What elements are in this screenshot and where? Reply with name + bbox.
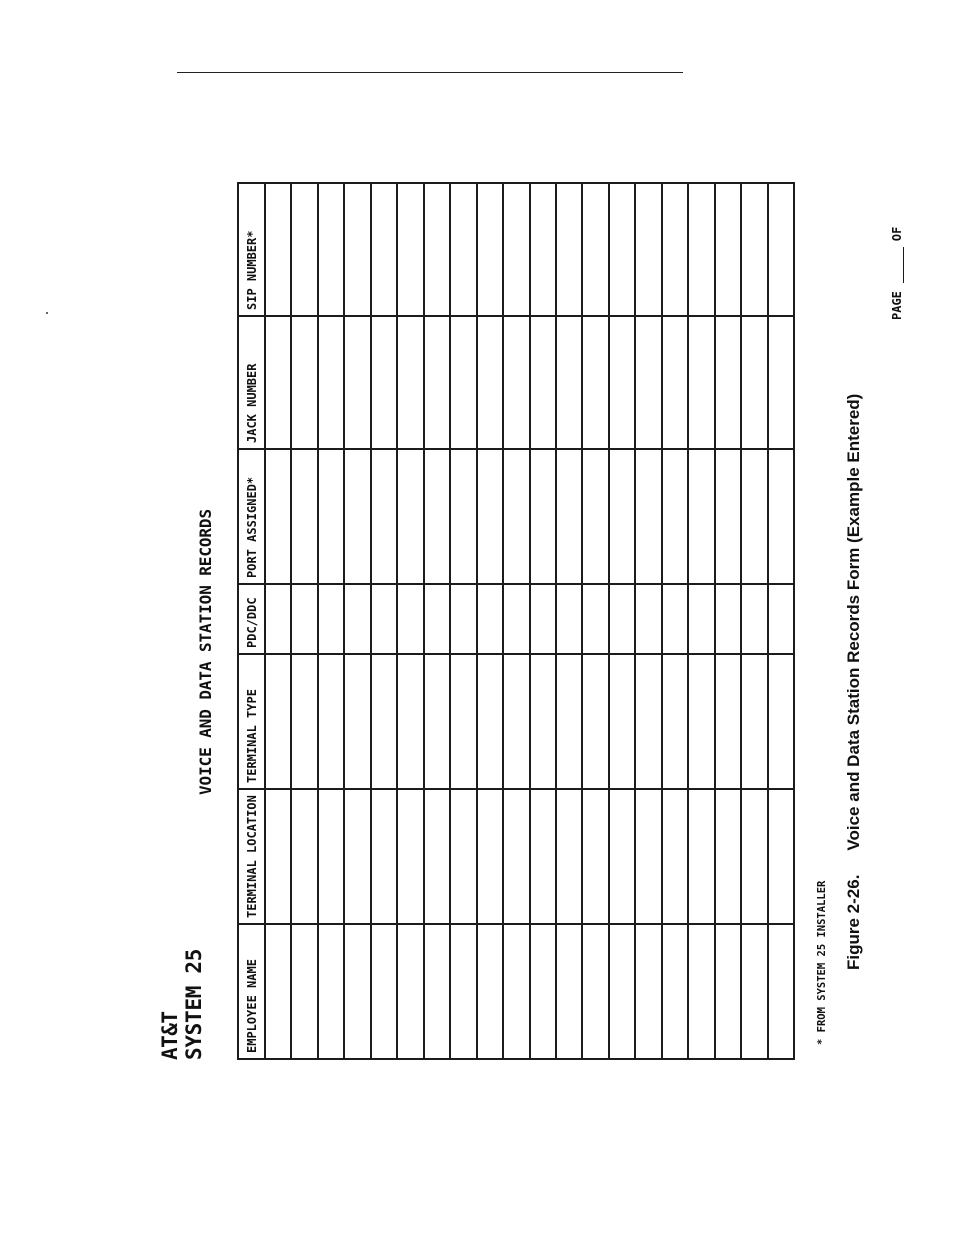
system-name: SYSTEM 25	[182, 948, 206, 1060]
table-cell	[689, 184, 713, 315]
table-cell	[716, 790, 740, 923]
table-cell	[663, 655, 687, 788]
table-cell	[398, 317, 422, 448]
table-cell	[266, 925, 290, 1058]
column-header-pdc-ddc: PDC/DDC	[239, 585, 264, 653]
table-cell	[610, 317, 634, 448]
table-cell	[716, 317, 740, 448]
table-cell	[398, 450, 422, 583]
table-cell	[504, 585, 528, 653]
table-cell	[292, 184, 316, 315]
table-cell	[319, 585, 343, 653]
table-cell	[292, 790, 316, 923]
table-cell	[425, 317, 449, 448]
table-cell	[610, 925, 634, 1058]
table-cell	[769, 317, 793, 448]
table-cell	[716, 184, 740, 315]
page-label: PAGE	[890, 291, 904, 320]
table-cell	[451, 585, 475, 653]
table-cell	[636, 184, 660, 315]
column-header-sip-number: SIP NUMBER*	[239, 184, 264, 315]
scan-speck	[46, 312, 48, 314]
table-cell	[742, 317, 766, 448]
table-cell	[531, 925, 555, 1058]
table-cell	[398, 925, 422, 1058]
table-cell	[742, 585, 766, 653]
table-cell	[610, 585, 634, 653]
table-cell	[478, 925, 502, 1058]
table-cell	[769, 655, 793, 788]
table-cell	[636, 925, 660, 1058]
table-cell	[636, 655, 660, 788]
table-cell	[583, 450, 607, 583]
table-cell	[266, 585, 290, 653]
table-cell	[451, 925, 475, 1058]
table-cell	[636, 317, 660, 448]
table-cell	[478, 585, 502, 653]
figure-label: Figure 2-26.	[844, 874, 863, 970]
table-cell	[716, 585, 740, 653]
table-cell	[451, 450, 475, 583]
table-cell	[610, 184, 634, 315]
table-cell	[266, 450, 290, 583]
table-cell	[319, 790, 343, 923]
table-cell	[504, 184, 528, 315]
table-cell	[689, 450, 713, 583]
table-cell	[504, 450, 528, 583]
table-cell	[398, 585, 422, 653]
table-cell	[636, 450, 660, 583]
table-cell	[398, 184, 422, 315]
table-cell	[345, 450, 369, 583]
table-cell	[689, 925, 713, 1058]
table-cell	[557, 184, 581, 315]
table-cell	[425, 184, 449, 315]
table-cell	[531, 655, 555, 788]
table-cell	[451, 655, 475, 788]
table-cell	[610, 450, 634, 583]
table-cell	[292, 655, 316, 788]
table-cell	[345, 925, 369, 1058]
table-cell	[716, 655, 740, 788]
table-cell	[319, 925, 343, 1058]
table-cell	[425, 655, 449, 788]
table-cell	[345, 317, 369, 448]
table-cell	[531, 184, 555, 315]
table-cell	[425, 925, 449, 1058]
table-cell	[425, 450, 449, 583]
table-cell	[372, 925, 396, 1058]
table-cell	[583, 317, 607, 448]
table-cell	[478, 317, 502, 448]
table-cell	[478, 790, 502, 923]
company-name: AT&T	[158, 1011, 182, 1060]
figure-caption	[844, 394, 864, 970]
table-cell	[451, 790, 475, 923]
table-cell	[531, 317, 555, 448]
table-cell	[266, 317, 290, 448]
table-cell	[583, 790, 607, 923]
table-cell	[319, 317, 343, 448]
table-cell	[266, 790, 290, 923]
table-cell	[742, 655, 766, 788]
table-cell	[319, 450, 343, 583]
table-cell	[689, 655, 713, 788]
table-cell	[504, 790, 528, 923]
table-cell	[478, 655, 502, 788]
table-cell	[557, 585, 581, 653]
rotated-form	[140, 150, 920, 1080]
table-cell	[425, 585, 449, 653]
table-cell	[742, 184, 766, 315]
table-cell	[689, 585, 713, 653]
table-cell	[345, 790, 369, 923]
table-cell	[451, 184, 475, 315]
table-cell	[583, 925, 607, 1058]
table-cell	[583, 184, 607, 315]
table-cell	[689, 790, 713, 923]
table-cell	[557, 450, 581, 583]
records-table	[237, 182, 795, 1060]
table-cell	[292, 317, 316, 448]
of-label: OF	[890, 226, 904, 242]
table-cell	[372, 450, 396, 583]
table-cell	[557, 317, 581, 448]
table-cell	[504, 925, 528, 1058]
table-cell	[663, 585, 687, 653]
table-cell	[769, 790, 793, 923]
table-cell	[663, 450, 687, 583]
table-cell	[557, 655, 581, 788]
table-cell	[372, 585, 396, 653]
figure-title: Voice and Data Station Records Form (Example Entered)	[844, 393, 863, 851]
table-cell	[716, 925, 740, 1058]
table-cell	[769, 450, 793, 583]
table-cell	[583, 585, 607, 653]
table-cell	[531, 790, 555, 923]
column-header-terminal-type: TERMINAL TYPE	[239, 655, 264, 788]
table-cell	[372, 655, 396, 788]
table-cell	[398, 655, 422, 788]
form-title: VOICE AND DATA STATION RECORDS	[196, 509, 215, 795]
table-cell	[689, 317, 713, 448]
page-number-blank	[892, 247, 904, 283]
table-cell	[742, 790, 766, 923]
table-cell	[742, 925, 766, 1058]
table-cell	[372, 790, 396, 923]
table-cell	[742, 450, 766, 583]
table-cell	[663, 317, 687, 448]
table-cell	[583, 655, 607, 788]
table-cell	[504, 317, 528, 448]
table-cell	[769, 925, 793, 1058]
table-cell	[663, 184, 687, 315]
table-cell	[636, 585, 660, 653]
column-header-port-assigned: PORT ASSIGNED*	[239, 450, 264, 583]
table-cell	[292, 925, 316, 1058]
table-cell	[372, 184, 396, 315]
table-cell	[372, 317, 396, 448]
table-cell	[610, 790, 634, 923]
column-header-employee-name: EMPLOYEE NAME	[239, 925, 264, 1058]
table-cell	[531, 585, 555, 653]
table-cell	[345, 655, 369, 788]
page-field	[890, 227, 904, 320]
table-cell	[636, 790, 660, 923]
table-cell	[319, 655, 343, 788]
table-cell	[531, 450, 555, 583]
table-cell	[425, 790, 449, 923]
table-cell	[319, 184, 343, 315]
table-cell	[345, 184, 369, 315]
top-rule	[177, 72, 683, 73]
table-cell	[716, 450, 740, 583]
table-cell	[557, 790, 581, 923]
table-cell	[266, 184, 290, 315]
footnote: * FROM SYSTEM 25 INSTALLER	[816, 880, 828, 1045]
table-cell	[451, 317, 475, 448]
table-cell	[478, 184, 502, 315]
table-cell	[769, 585, 793, 653]
column-header-terminal-location: TERMINAL LOCATION	[239, 790, 264, 923]
table-cell	[557, 925, 581, 1058]
table-cell	[610, 655, 634, 788]
table-cell	[345, 585, 369, 653]
table-cell	[292, 450, 316, 583]
table-cell	[663, 790, 687, 923]
table-cell	[478, 450, 502, 583]
table-cell	[769, 184, 793, 315]
column-header-jack-number: JACK NUMBER	[239, 317, 264, 448]
table-cell	[292, 585, 316, 653]
table-cell	[398, 790, 422, 923]
table-cell	[266, 655, 290, 788]
table-cell	[504, 655, 528, 788]
table-cell	[663, 925, 687, 1058]
